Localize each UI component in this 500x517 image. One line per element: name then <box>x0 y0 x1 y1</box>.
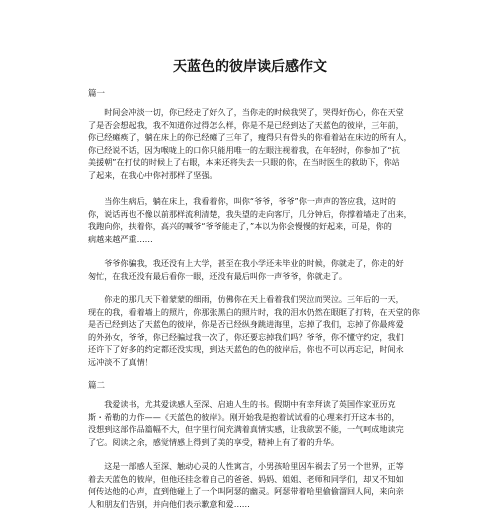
text-line: 了它。阅读之余，感觉情感上得到了美的享受，精神上有了着的升华。 <box>88 436 339 447</box>
text-line: 没想到这部作品篇幅不大，但字里行间充满着真情实感，让我欲罢不能，一气呵成地读完 <box>88 424 404 434</box>
paragraph-4 <box>88 293 428 368</box>
text-line: 人和朋友们告别，并向他们表示歉意和爱…… <box>88 498 250 509</box>
text-line: 了起来，在我心中你衬那样了坚强。 <box>88 169 218 180</box>
text-line: 你已经瘫痪了，躺在床上的你已经瘫了三年了，瘦得只有骨头的你看着站在床边的所有人， <box>88 132 412 142</box>
text-line: 你走的那几天下着蒙蒙的细雨，仿佛你在天上看着我们哭泣而哭泣。三年后的一天， <box>88 294 404 304</box>
paragraph-3 <box>88 257 428 282</box>
text-line: 现在的我，看着墙上的照片，你那张黑白的照片时，我的泪水仍然在眼眶了打转，在天堂的你 <box>88 306 420 317</box>
text-line: 你，说话再也不像以前那样流利清楚，我失望的走向客厅，几分钟后，你撑着墙走了出来， <box>88 208 412 219</box>
text-line: 这是一部感人至深、触动心灵的人性寓言，小男孩哈里因车祸去了另一个世界，正等 <box>88 461 404 471</box>
text-line: 时间会冲淡一切，你已经走了好久了，当你走的时候我哭了，哭得好伤心，你在天堂 <box>88 107 404 117</box>
text-line: 我爱读书，尤其爱读感人至深、启迪人生的书。假期中有幸拜读了英国作家亚历克 <box>88 399 396 409</box>
text-line: 着去天蓝色的彼岸，但他还挂念着自己的爸爸、妈妈、姐姐、老师和同学们，却又不知如 <box>88 473 404 484</box>
text-line: 当你生病后，躺在床上，我看着你，叫你“爷爷，爷爷”你一声声的答应我，这时的 <box>88 196 396 206</box>
section-heading-2: 篇二 <box>88 381 106 391</box>
section-heading-1: 篇一 <box>88 89 106 99</box>
paragraph-5 <box>88 398 428 448</box>
text-line: 何传达他的心声，直到他碰上了一个叫阿瑟的幽灵。阿瑟带着哈里偷偷溜回人间，来向亲 <box>88 486 404 496</box>
text-line: 了是否会想起我，我不知道你过得怎么样，你是不是已经到达了天蓝色的彼岸，三年前， <box>88 119 404 130</box>
text-line: 斯・希勒的力作——《天蓝色的彼岸》。刚开始我是抱着试试看的心理来打开这本书的， <box>88 411 400 422</box>
text-line: 是否已经到达了天蓝色的彼岸，你是否已经纵身跳进海里，忘掉了我们，忘掉了你最疼爱 <box>88 319 404 329</box>
text-line: 美援朝”在打仗的时候上了右眼，本来还将失去一只眼的你，在当时医生的救助下，你站 <box>88 157 400 167</box>
page-title: 天蓝色的彼岸读后感作文 <box>173 59 327 75</box>
text-line: 爷爷你骗我，我还没有上大学，甚至在我小学还未毕业的时候，你就走了，你走的好 <box>88 258 404 268</box>
text-line: 你已经说不话，因为喉咙上的口你只能用唯一的左眼注视着我，在年轻时，你参加了“抗 <box>88 144 400 155</box>
text-line: 匆忙，在我还没有最后看你一眼，还没有最后叫你一声爷爷，你就走了。 <box>88 270 348 281</box>
text-line: 我跑向你，扶着你，高兴的喊爷“爷爷能走了，”本以为你会慢慢的好起来，可是，你的 <box>88 221 392 231</box>
paragraph-6 <box>88 460 428 510</box>
text-line: 的外孙女，爷爷，你已经骗过我一次了，你还要忘掉我们吗？爷爷，你不懂守约定，我们 <box>88 331 404 342</box>
text-line: 病越来越严重…… <box>88 233 153 244</box>
text-line: 远冲淡不了真情！ <box>88 356 153 367</box>
paragraph-1 <box>88 106 428 181</box>
paragraph-2 <box>88 195 428 245</box>
text-line: 还许下了好多的约定都还没实现，到达天蓝色的色的彼岸后，你也不可以再忘记，时间永 <box>88 344 404 354</box>
